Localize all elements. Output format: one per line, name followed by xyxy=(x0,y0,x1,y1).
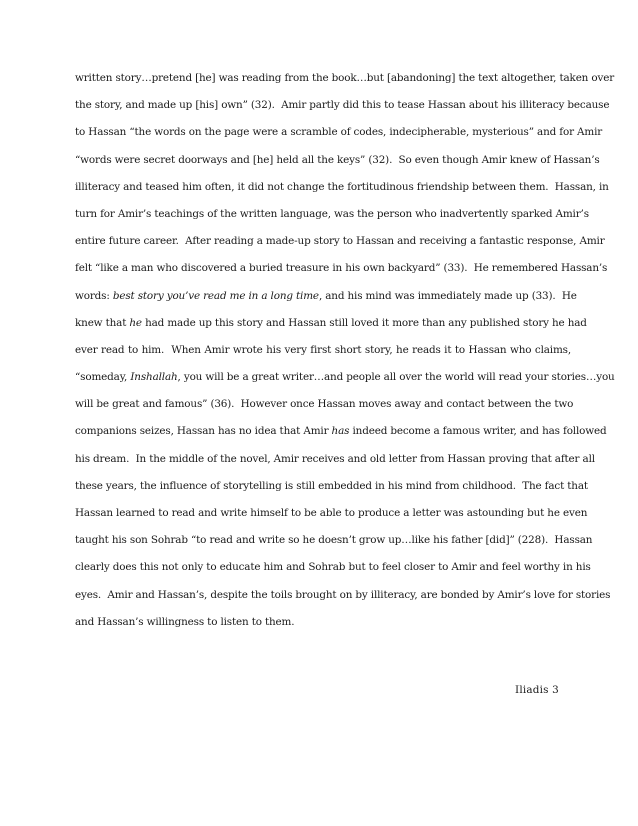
text-run: indeed become a famous writer, and has followed xyxy=(349,425,607,438)
text-line xyxy=(75,614,571,641)
text-run: and Hassan’s willingness to listen to them. xyxy=(75,615,295,628)
text-line xyxy=(75,124,603,151)
text-run: will be great and famous” (36). However once Hassan moves away and contact between the two xyxy=(75,398,574,411)
text-run: ever read to him. When Amir wrote his very first short story, he reads it to Hassan who claims, xyxy=(75,343,571,356)
text-run: , and his mind was immediately made up (33). He xyxy=(318,289,577,302)
italic-text-run: best story you’ve read me in a long time xyxy=(112,289,319,302)
text-run: entire future career. After reading a made-up story to Hassan and receiving a fantastic response, Amir xyxy=(75,235,605,248)
italic-text-run: he xyxy=(129,316,142,329)
text-line xyxy=(75,396,574,423)
text-line xyxy=(75,559,591,586)
text-line xyxy=(75,179,609,206)
text-run: these years, the influence of storytelling is still embedded in his mind from childhood. The fact that xyxy=(75,479,588,492)
text-line xyxy=(75,70,615,97)
text-run: taught his son Sohrab “to read and write so he doesn’t grow up…like his father [did]” (228). Hassan xyxy=(75,534,593,547)
text-line xyxy=(75,206,589,233)
text-line xyxy=(75,97,610,124)
text-line xyxy=(75,451,595,478)
text-line xyxy=(75,587,611,614)
text-run: Hassan learned to read and write himself to be able to produce a letter was astounding but he even xyxy=(75,507,588,519)
text-line xyxy=(75,369,615,396)
text-line xyxy=(75,260,608,287)
text-run: , you will be a great writer…and people all over the world will read your stories…you xyxy=(177,371,615,384)
page-number-footer: Iliadis 3 xyxy=(515,684,559,696)
text-run: his dream. In the middle of the novel, Amir receives and old letter from Hassan proving that after all xyxy=(75,452,595,465)
body-paragraph xyxy=(75,70,615,641)
text-line xyxy=(75,342,571,369)
text-line xyxy=(75,152,600,179)
text-line xyxy=(75,423,607,450)
text-run: knew that xyxy=(75,316,130,329)
text-run: illiteracy and teased him often, it did not change the fortitudinous friendship between them. Hassan, in xyxy=(75,180,609,193)
italic-text-run: has xyxy=(331,425,350,438)
text-line xyxy=(75,478,588,505)
text-run: “words were secret doorways and [he] held all the keys” (32). So even though Amir knew of Hassan’s xyxy=(75,153,600,166)
text-line xyxy=(75,505,588,532)
text-run: to Hassan “the words on the page were a scramble of codes, indecipherable, mysterious” and for Amir xyxy=(75,126,603,139)
text-run: eyes. Amir and Hassan’s, despite the toils brought on by illiteracy, are bonded by Amir’s love for stories xyxy=(75,588,611,601)
text-run: written story…pretend [he] was reading from the book…but [abandoning] the text altogether, taken over xyxy=(75,72,615,84)
text-line xyxy=(75,233,605,260)
italic-text-run: Inshallah xyxy=(130,371,178,384)
text-run: companions seizes, Hassan has no idea that Amir xyxy=(75,425,332,438)
text-run: felt “like a man who discovered a buried treasure in his own backyard” (33). He remembered Hassan’s xyxy=(75,262,608,275)
text-line xyxy=(75,315,587,342)
text-run: words: xyxy=(75,289,113,302)
text-run: turn for Amir’s teachings of the written language, was the person who inadvertently sparked Amir’s xyxy=(75,207,589,220)
text-line xyxy=(75,288,577,315)
text-line xyxy=(75,532,593,559)
text-run: the story, and made up [his] own” (32). Amir partly did this to tease Hassan about his illiteracy because xyxy=(75,99,610,112)
text-run: had made up this story and Hassan still loved it more than any published story he had xyxy=(141,316,587,329)
text-run: “someday, xyxy=(75,371,131,384)
text-run: clearly does this not only to educate him and Sohrab but to feel closer to Amir and feel worthy in his xyxy=(75,561,591,574)
